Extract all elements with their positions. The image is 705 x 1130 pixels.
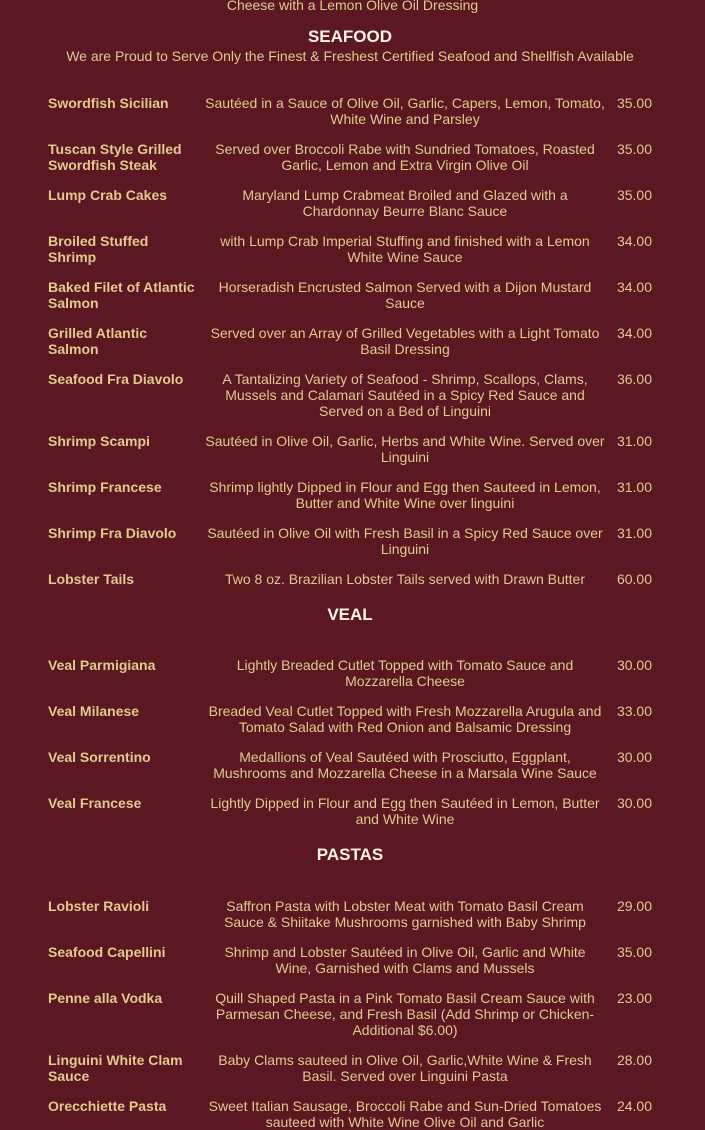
menu-item-price: 33.00 (616, 703, 653, 719)
menu-item-description: Maryland Lump Crabmeat Broiled and Glazed with a Chardonnay Beurre Blanc Sauce (242, 187, 568, 219)
menu-item-name: Orecchiette Pasta (48, 1098, 167, 1114)
menu-item-price: 31.00 (616, 433, 653, 449)
menu-item-price: 24.00 (616, 1098, 653, 1114)
menu-item-description: with Lump Crab Imperial Stuffing and finished with a Lemon White Wine Sauce (220, 233, 590, 265)
menu-item-name: Shrimp Scampi (48, 433, 150, 449)
menu-item-description: A Tantalizing Variety of Seafood - Shrimp, Scallops, Clams, Mussels and Calamari Sautéed in a Spicy Red Sauce and Served on a Bed of Linguini (222, 371, 588, 419)
menu-item-name: Veal Parmigiana (48, 657, 156, 673)
menu-item-name: Veal Francese (48, 795, 142, 811)
menu-item-description: Sautéed in Olive Oil with Fresh Basil in a Spicy Red Sauce over Linguini (207, 525, 603, 557)
menu-item-description: Lightly Breaded Cutlet Topped with Tomato Sauce and Mozzarella Cheese (236, 657, 574, 689)
veal-section-title: VEAL (327, 605, 373, 624)
menu-item-price: 34.00 (616, 279, 653, 295)
menu-item-description: Saffron Pasta with Lobster Meat with Tomato Basil Cream Sauce & Shiitake Mushrooms garnished with Baby Shrimp (224, 898, 586, 930)
menu-item-name: Grilled Atlantic Salmon (48, 325, 148, 357)
menu-item-description: Horseradish Encrusted Salmon Served with a Dijon Mustard Sauce (218, 279, 592, 311)
menu-item-price: 35.00 (616, 141, 653, 157)
seafood-section-subtitle: We are Proud to Serve Only the Finest & Freshest Certified Seafood and Shellfish Available (66, 48, 634, 64)
seafood-section-title: SEAFOOD (307, 27, 393, 46)
menu-item-name: Broiled Stuffed Shrimp (48, 233, 149, 265)
menu-item-description: Shrimp and Lobster Sautéed in Olive Oil, Garlic and White Wine, Garnished with Clams and Mussels (224, 944, 586, 976)
menu-item-price: 29.00 (616, 898, 653, 914)
menu-item-description: Two 8 oz. Brazilian Lobster Tails served with Drawn Butter (224, 571, 585, 587)
menu-item-price: 35.00 (616, 95, 653, 111)
menu-item-price: 35.00 (616, 187, 653, 203)
menu-item-name: Tuscan Style Grilled Swordfish Steak (48, 141, 182, 173)
previous-item-description-fragment: Cheese with a Lemon Olive Oil Dressing (226, 0, 479, 13)
menu-item-name: Shrimp Francese (48, 479, 162, 495)
menu-item-name: Seafood Capellini (48, 944, 166, 960)
menu-item-description: Breaded Veal Cutlet Topped with Fresh Mozzarella Arugula and Tomato Salad with Red Onion and Balsamic Dressing (208, 703, 602, 735)
menu-item-name: Lobster Ravioli (48, 898, 150, 914)
menu-item-price: 34.00 (616, 325, 653, 341)
menu-item-name: Baked Filet of Atlantic Salmon (48, 279, 195, 311)
menu-item-name: Lump Crab Cakes (48, 187, 168, 203)
menu-item-description: Quill Shaped Pasta in a Pink Tomato Basil Cream Sauce with Parmesan Cheese, and Fresh Basil (Add Shrimp or Chicken- Additional $6.00) (215, 990, 595, 1038)
menu-item-description: Baby Clams sauteed in Olive Oil, Garlic,White Wine & Fresh Basil. Served over Linguini Pasta (218, 1052, 592, 1084)
pastas-section-title: PASTAS (316, 845, 384, 864)
menu-item-price: 23.00 (616, 990, 653, 1006)
menu-item-name: Shrimp Fra Diavolo (48, 525, 177, 541)
menu-item-price: 30.00 (616, 795, 653, 811)
menu-item-name: Veal Milanese (48, 703, 140, 719)
menu-item-price: 31.00 (616, 479, 653, 495)
menu-item-price: 28.00 (616, 1052, 653, 1068)
menu-item-name: Lobster Tails (48, 571, 135, 587)
menu-item-name: Swordfish Sicilian (48, 95, 169, 111)
menu-item-price: 30.00 (616, 749, 653, 765)
menu-item-name: Veal Sorrentino (48, 749, 151, 765)
menu-item-name: Seafood Fra Diavolo (48, 371, 184, 387)
menu-item-price: 35.00 (616, 944, 653, 960)
menu-item-description: Sweet Italian Sausage, Broccoli Rabe and Sun-Dried Tomatoes sauteed with White Wine Olive Oil and Garlic (208, 1098, 602, 1130)
menu-item-description: Served over an Array of Grilled Vegetables with a Light Tomato Basil Dressing (210, 325, 600, 357)
menu-item-price: 31.00 (616, 525, 653, 541)
menu-item-name: Penne alla Vodka (48, 990, 163, 1006)
menu-item-description: Served over Broccoli Rabe with Sundried Tomatoes, Roasted Garlic, Lemon and Extra Virgin Olive Oil (215, 141, 595, 173)
menu-item-price: 60.00 (616, 571, 653, 587)
menu-item-price: 30.00 (616, 657, 653, 673)
menu-item-price: 34.00 (616, 233, 653, 249)
menu-item-name: Linguini White Clam Sauce (48, 1052, 183, 1084)
menu-item-description: Sautéed in a Sauce of Olive Oil, Garlic, Capers, Lemon, Tomato, White Wine and Parsley (205, 95, 605, 127)
menu-item-description: Shrimp lightly Dipped in Flour and Egg then Sauteed in Lemon, Butter and White Wine over linguini (209, 479, 601, 511)
menu-item-description: Sautéed in Olive Oil, Garlic, Herbs and White Wine. Served over Linguini (205, 433, 605, 465)
menu-item-price: 36.00 (616, 371, 653, 387)
menu-item-description: Medallions of Veal Sautéed with Prosciutto, Eggplant, Mushrooms and Mozzarella Cheese in a Marsala Wine Sauce (213, 749, 597, 781)
menu-item-description: Lightly Dipped in Flour and Egg then Sautéed in Lemon, Butter and White Wine (210, 795, 600, 827)
